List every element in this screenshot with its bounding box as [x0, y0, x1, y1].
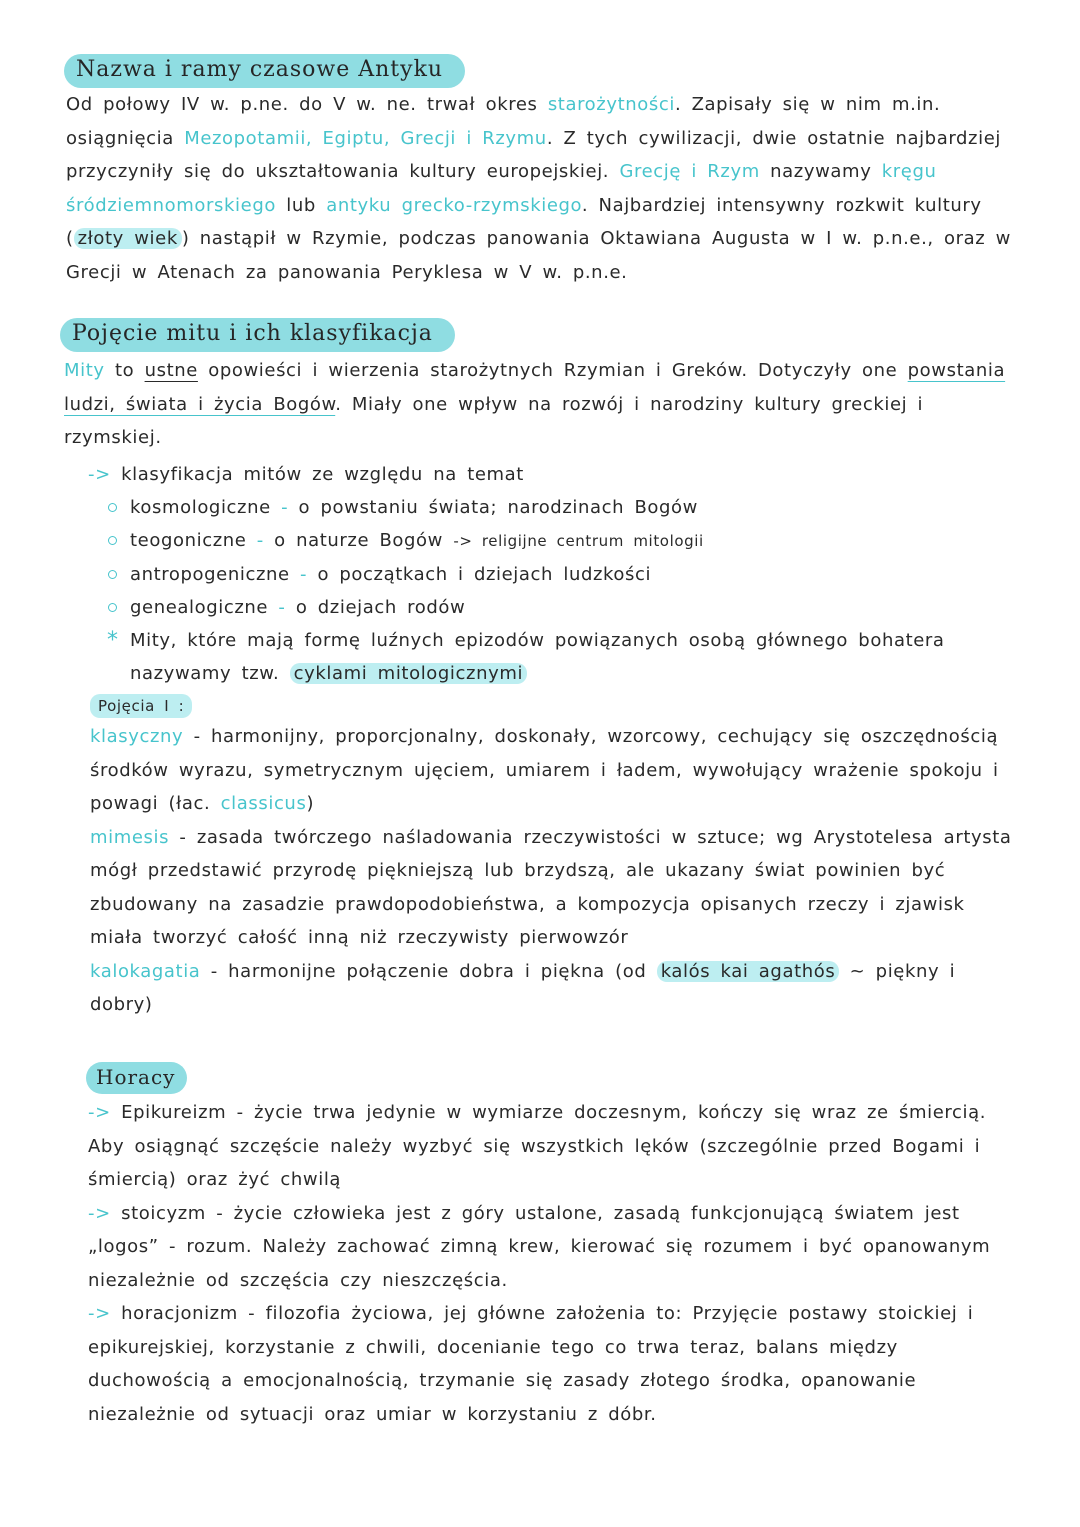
- ul-powstania: powstania ludzi, świata i życia Bogów: [64, 360, 1006, 415]
- cycle-note-text: Mity, które mają formę luźnych epizodów powiązanych osobą głównego bohatera nazywamy tzw.: [130, 630, 945, 684]
- hl-grecja-rzym: Grecję i Rzym: [619, 161, 760, 182]
- myth-type-desc: o dziejach rodów: [295, 597, 466, 618]
- def-mimesis: - zasada twórczego naśladowania rzeczywistości w sztuce; wg Arystotelesa artysta mógł przedstawić przyrodę piękniejszą lub brzydszą, ale ukazany świat powinien być zbudowany na zasadzie prawdopodobieństwa, a kompozycja opisanych rzeczy i zjawisk miała tworzyć całość inną niż rzeczywisty pierwowzór: [90, 826, 1012, 948]
- section-title-mity: Pojęcie mitu i ich klasyfikacja: [60, 318, 455, 352]
- horacjonizm-text: horacjonizm - filozofia życiowa, jej główne założenia to: Przyjęcie postawy stoickiej i epikurejskiej, korzystanie z chwili, docenianie tego co trwa teraz, balans między duchowością a emocjonalnością, trzymanie się zasady złotego środka, opanowanie niezależnie od sytuacji oraz umiar w korzystaniu z dóbr.: [88, 1303, 974, 1425]
- dash: -: [281, 497, 299, 518]
- myth-type-desc: o początkach i dziejach ludzkości: [317, 564, 652, 585]
- arrow-icon: ->: [88, 1303, 111, 1324]
- myth-type-name: kosmologiczne: [130, 497, 271, 518]
- arrow-icon: ->: [88, 1202, 111, 1224]
- antyk-paragraph: [66, 88, 1016, 289]
- list-item: [104, 591, 1018, 624]
- antyk-text-e: lub: [275, 194, 327, 216]
- mark-kalos: kalós kai agathós: [657, 961, 840, 982]
- myth-type-desc: o powstaniu świata; narodzinach Bogów: [298, 497, 698, 518]
- mity-paragraph: [64, 354, 1016, 455]
- hl-antyk: antyku grecko-rzymskiego: [326, 194, 582, 216]
- arrow-icon: ->: [88, 464, 111, 485]
- def-klasyczny: - harmonijny, proporcjonalny, doskonały, wzorcowy, cechujący się oszczędnością środków wyrazu, symetrycznym ujęciem, umiarem i ładem, wywołujący wrażenie spokoju i powagi: [90, 726, 999, 814]
- dash: -: [278, 597, 296, 618]
- list-item: [104, 558, 1018, 591]
- concepts-block: [90, 692, 1025, 1022]
- hl-mity: Mity: [64, 360, 105, 381]
- hl-krag: kręgu śródziemnomorskiego: [66, 161, 937, 216]
- term-mimesis: mimesis: [90, 826, 170, 848]
- hl-classicus: classicus: [220, 793, 307, 814]
- dash: -: [300, 564, 318, 585]
- myth-type-name: teogoniczne: [130, 530, 247, 551]
- hl-cywilizacje: Mezopotamii, Egiptu, Grecji i Rzymu: [184, 127, 547, 149]
- section-title-horacy: Horacy: [86, 1062, 187, 1094]
- mity-text-c: . Miały one wpływ na rozwój i narodziny kultury greckiej i rzymskiej.: [64, 393, 924, 448]
- section-title-antyk: Nazwa i ramy czasowe Antyku: [64, 54, 465, 88]
- lat-b: ): [306, 793, 315, 814]
- antyk-text-b: . Zapisały się w nim m.in. osiągnięcia: [66, 94, 941, 149]
- antyk-text-d: nazywamy: [759, 161, 882, 182]
- dash: -: [256, 530, 275, 551]
- list-item: [104, 524, 1018, 558]
- epikureizm-text: Epikureizm - życie trwa jedynie w wymiarze doczesnym, kończy się wraz ze śmiercią. Aby osiągnąć szczęście należy wyzbyć się wszystkich lęków (szczególnie przed Bogami i śmiercią) oraz żyć chwilą: [88, 1102, 987, 1190]
- classification-block: [88, 458, 1018, 690]
- list-item: [104, 491, 1018, 524]
- antyk-text-a: Od połowy IV w. p.ne. do V w. ne. trwał okres: [66, 94, 548, 115]
- antyk-text-c: . Z tych cywilizacji, dwie ostatnie najbardziej przyczyniły się do ukształtowania kultury europejskiej.: [66, 127, 1001, 182]
- list-item-note: [104, 624, 1018, 690]
- antyk-text-g: ) nastąpił w Rzymie, podczas panowania Oktawiana Augusta w I w. p.n.e., oraz w Grecji w Atenach za panowania Peryklesa w V w. p.n.e.: [66, 228, 1011, 283]
- classification-heading: klasyfikacja mitów ze względu na temat: [121, 464, 524, 485]
- horacy-block: [88, 1096, 1028, 1431]
- myth-type-name: genealogiczne: [130, 597, 269, 618]
- arrow-icon: ->: [88, 1102, 111, 1123]
- concepts-label: Pojęcia I :: [90, 694, 192, 718]
- myth-types-list: [104, 491, 1018, 690]
- def-kalokagatia-end: ~ piękny i dobry): [90, 960, 956, 1015]
- def-kalokagatia: - harmonijne połączenie dobra i piękna (od: [200, 960, 657, 982]
- antyk-text-f: . Najbardziej intensywny rozkwit kultury (: [66, 194, 982, 249]
- lat-a: (łac.: [168, 793, 221, 814]
- mity-text-a: to: [104, 360, 145, 381]
- term-klasyczny: klasyczny: [90, 726, 184, 747]
- myth-type-extra: -> religijne centrum mitologii: [453, 532, 704, 550]
- myth-type-desc: o naturze Bogów: [274, 530, 443, 551]
- ul-ustne: ustne: [144, 360, 198, 381]
- term-kalokagatia: kalokagatia: [90, 960, 201, 982]
- stoicyzm-text: stoicyzm - życie człowieka jest z góry ustalone, zasadą funkcjonującą światem jest „logos” - rozum. Należy zachować zimną krew, kierować się rozumem i być opanowanym niezależnie od szczęścia czy nieszczęścia.: [88, 1202, 991, 1291]
- mity-text-b: opowieści i wierzenia starożytnych Rzymian i Greków. Dotyczyły one: [197, 360, 908, 381]
- mark-zloty-wiek: złoty wiek: [74, 228, 182, 249]
- mark-cykle: cyklami mitologicznymi: [290, 663, 527, 684]
- hl-starozytnosc: starożytności: [547, 94, 675, 115]
- myth-type-name: antropogeniczne: [130, 564, 290, 585]
